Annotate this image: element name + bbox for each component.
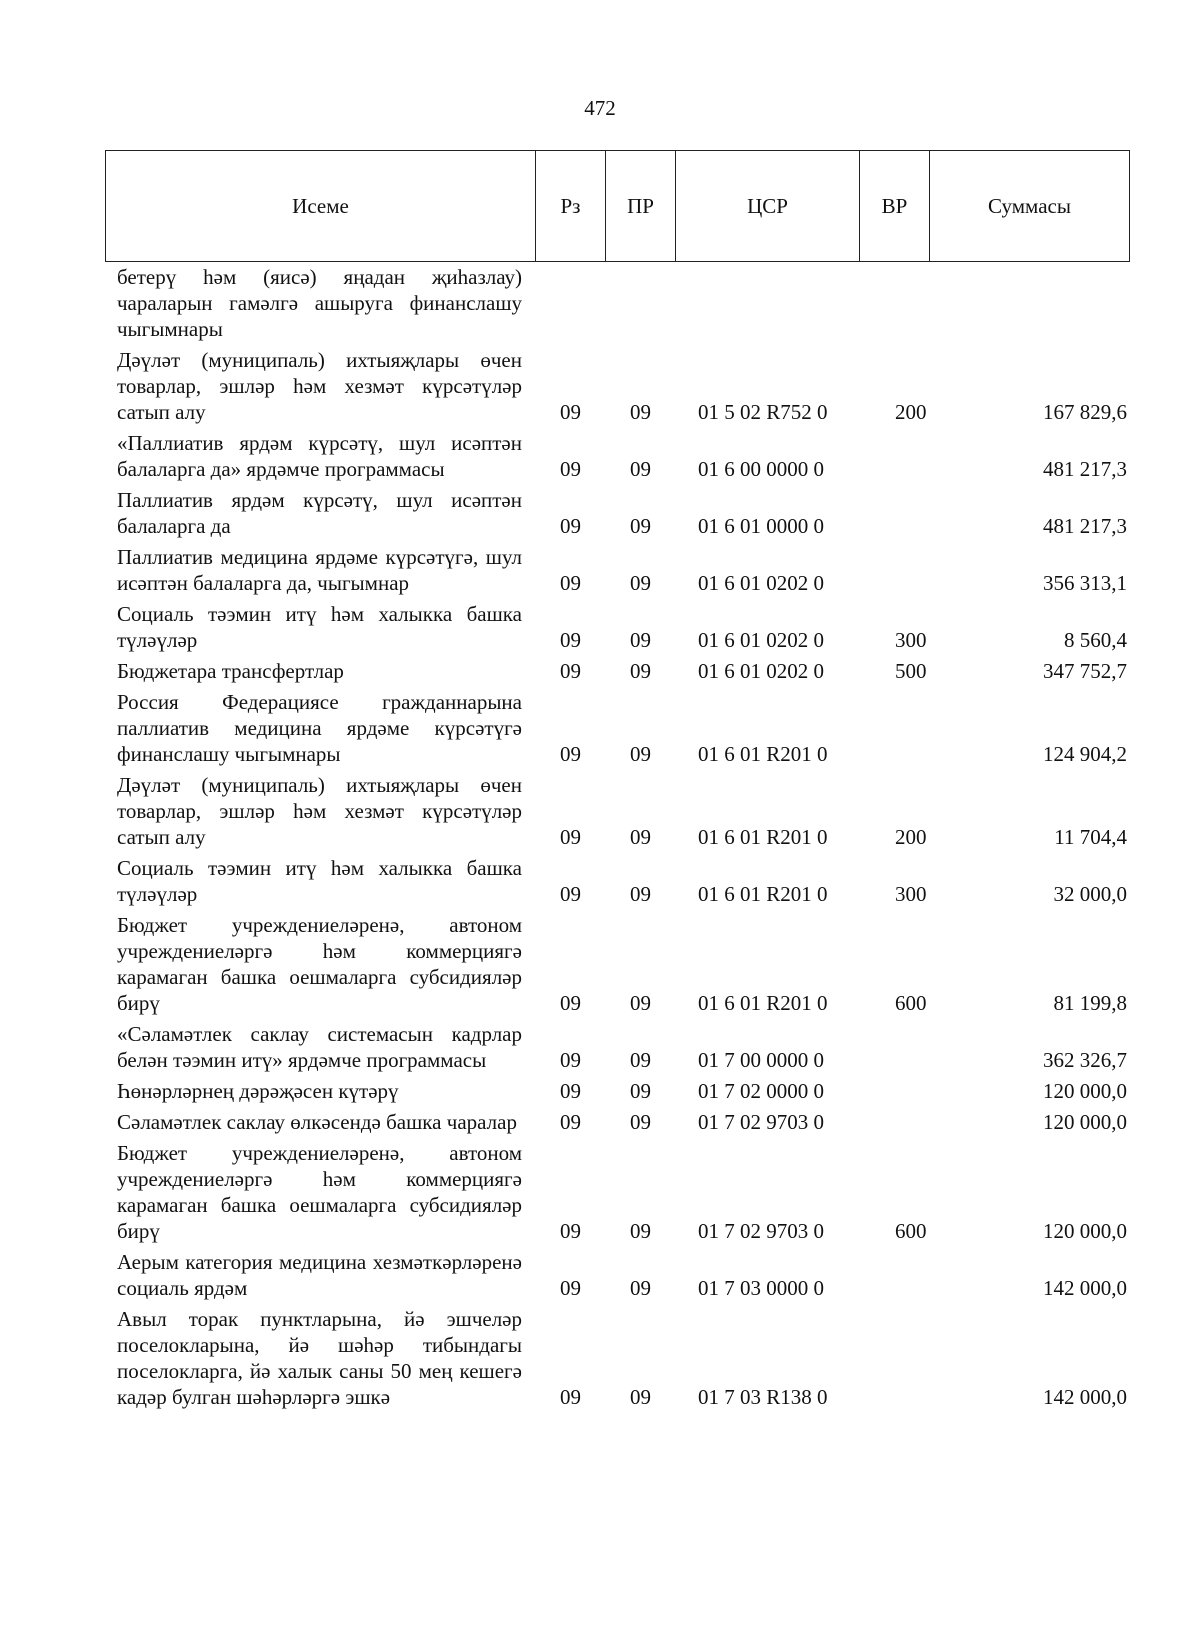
row-csr: 01 6 00 0000 0 — [698, 457, 824, 481]
row-csr: 01 7 02 9703 0 — [698, 1219, 824, 1243]
table-header — [105, 150, 1130, 262]
table-row — [117, 544, 1127, 596]
row-name: Россия Федерациясе гражданнарына паллиатив медицина ярдәме күрсәтүгә финанслашу чыгымнары — [117, 690, 522, 766]
row-vr: 300 — [895, 628, 927, 652]
row-sum: 142 000,0 — [1043, 1385, 1127, 1409]
row-pr: 09 — [630, 1276, 651, 1300]
row-csr: 01 7 00 0000 0 — [698, 1048, 824, 1072]
row-pr: 09 — [630, 1219, 651, 1243]
row-name: Социаль тәэмин итү һәм халыкка башка түләүләр — [117, 856, 522, 906]
row-rz: 09 — [560, 1110, 581, 1134]
table-row — [117, 912, 1127, 1016]
row-sum: 120 000,0 — [1043, 1219, 1127, 1243]
row-sum: 11 704,4 — [1054, 825, 1127, 849]
row-sum: 142 000,0 — [1043, 1276, 1127, 1300]
row-csr: 01 7 02 0000 0 — [698, 1079, 824, 1103]
table-row — [117, 1078, 1127, 1104]
table-row — [117, 430, 1127, 482]
row-name: Паллиатив ярдәм күрсәтү, шул исәптән балаларга да — [117, 488, 522, 538]
row-sum: 124 904,2 — [1043, 742, 1127, 766]
row-name: Бюджет учреждениеләренә, автоном учреждениеләргә һәм коммерциягә карамаган башка оешмаларга субсидияләр бирү — [117, 1141, 522, 1243]
header-csr: ЦСР — [676, 151, 860, 261]
row-vr: 600 — [895, 1219, 927, 1243]
row-pr: 09 — [630, 825, 651, 849]
row-name: Һөнәрләрнең дәрәҗәсен күтәрү — [117, 1079, 399, 1103]
row-pr: 09 — [630, 1110, 651, 1134]
row-rz: 09 — [560, 1385, 581, 1409]
table-row — [117, 658, 1127, 684]
row-rz: 09 — [560, 628, 581, 652]
row-sum: 356 313,1 — [1043, 571, 1127, 595]
row-name: Бюджетара трансфертлар — [117, 659, 344, 683]
row-csr: 01 6 01 R201 0 — [698, 825, 828, 849]
row-rz: 09 — [560, 659, 581, 683]
row-pr: 09 — [630, 991, 651, 1015]
row-csr: 01 7 02 9703 0 — [698, 1110, 824, 1134]
page-number: 472 — [584, 96, 616, 120]
row-vr: 300 — [895, 882, 927, 906]
row-name: бетерү һәм (яисә) яңадан җиһазлау) чараларын гамәлгә ашыруга финанслашу чыгымнары — [117, 265, 522, 341]
row-csr: 01 5 02 R752 0 — [698, 400, 828, 424]
row-sum: 167 829,6 — [1043, 400, 1127, 424]
table-row — [117, 1021, 1127, 1073]
table-row — [117, 855, 1127, 907]
row-rz: 09 — [560, 882, 581, 906]
row-csr: 01 6 01 0202 0 — [698, 571, 824, 595]
row-sum: 347 752,7 — [1043, 659, 1127, 683]
table-row — [117, 347, 1127, 425]
row-name: Бюджет учреждениеләренә, автоном учреждениеләргә һәм коммерциягә карамаган башка оешмаларга субсидияләр бирү — [117, 913, 522, 1015]
row-rz: 09 — [560, 742, 581, 766]
table-row — [117, 1109, 1127, 1135]
row-rz: 09 — [560, 1219, 581, 1243]
table-row — [117, 1249, 1127, 1301]
header-name: Исеме — [106, 151, 536, 261]
row-rz: 09 — [560, 1079, 581, 1103]
row-sum: 481 217,3 — [1043, 457, 1127, 481]
row-pr: 09 — [630, 514, 651, 538]
row-name: Аерым категория медицина хезмәткәрләренә социаль ярдәм — [117, 1250, 522, 1300]
row-name: Сәламәтлек саклау өлкәсендә башка чаралар — [117, 1110, 517, 1134]
row-rz: 09 — [560, 825, 581, 849]
header-rz: Рз — [536, 151, 606, 261]
header-vr: ВР — [860, 151, 930, 261]
row-rz: 09 — [560, 1276, 581, 1300]
row-pr: 09 — [630, 1385, 651, 1409]
row-sum: 120 000,0 — [1043, 1110, 1127, 1134]
row-rz: 09 — [560, 1048, 581, 1072]
row-csr: 01 6 01 R201 0 — [698, 742, 828, 766]
row-rz: 09 — [560, 457, 581, 481]
row-csr: 01 6 01 R201 0 — [698, 882, 828, 906]
row-name: Дәүләт (муниципаль) ихтыяҗлары өчен товарлар, эшләр һәм хезмәт күрсәтүләр сатып алу — [117, 348, 522, 424]
row-csr: 01 7 03 R138 0 — [698, 1385, 828, 1409]
row-pr: 09 — [630, 400, 651, 424]
row-csr: 01 7 03 0000 0 — [698, 1276, 824, 1300]
table-row — [117, 487, 1127, 539]
row-pr: 09 — [630, 1079, 651, 1103]
row-pr: 09 — [630, 659, 651, 683]
table-row — [117, 689, 1127, 767]
row-sum: 481 217,3 — [1043, 514, 1127, 538]
row-vr: 600 — [895, 991, 927, 1015]
table-row — [117, 1140, 1127, 1244]
row-pr: 09 — [630, 1048, 651, 1072]
row-csr: 01 6 01 0202 0 — [698, 628, 824, 652]
header-pr: ПР — [606, 151, 676, 261]
header-sum: Суммасы — [988, 193, 1071, 218]
table-body — [117, 264, 1127, 1415]
table-row — [117, 601, 1127, 653]
row-pr: 09 — [630, 457, 651, 481]
table-row — [117, 1306, 1127, 1410]
row-vr: 200 — [895, 400, 927, 424]
row-csr: 01 6 01 0202 0 — [698, 659, 824, 683]
row-rz: 09 — [560, 571, 581, 595]
row-name: «Сәламәтлек саклау системасын кадрлар белән тәэмин итү» ярдәмче программасы — [117, 1022, 522, 1072]
row-name: Социаль тәэмин итү һәм халыкка башка түләүләр — [117, 602, 522, 652]
row-vr: 200 — [895, 825, 927, 849]
table-row — [117, 772, 1127, 850]
row-sum: 362 326,7 — [1043, 1048, 1127, 1072]
row-name: Авыл торак пунктларына, йә эшчеләр поселокларына, йә шәһәр тибындагы поселокларга, йә халык саны 50 мең кешегә кадәр булган шәһәрләргә эшкә — [117, 1307, 522, 1409]
row-pr: 09 — [630, 571, 651, 595]
row-csr: 01 6 01 R201 0 — [698, 991, 828, 1015]
row-name: «Паллиатив ярдәм күрсәтү, шул исәптән балаларга да» ярдәмче программасы — [117, 431, 522, 481]
row-rz: 09 — [560, 400, 581, 424]
row-name: Дәүләт (муниципаль) ихтыяҗлары өчен товарлар, эшләр һәм хезмәт күрсәтүләр сатып алу — [117, 773, 522, 849]
row-rz: 09 — [560, 991, 581, 1015]
row-csr: 01 6 01 0000 0 — [698, 514, 824, 538]
row-sum: 81 199,8 — [1053, 991, 1127, 1015]
table-row — [117, 264, 1127, 342]
row-sum: 32 000,0 — [1053, 882, 1127, 906]
row-rz: 09 — [560, 514, 581, 538]
row-pr: 09 — [630, 742, 651, 766]
row-vr: 500 — [895, 659, 927, 683]
row-sum: 120 000,0 — [1043, 1079, 1127, 1103]
row-name: Паллиатив медицина ярдәме күрсәтүгә, шул исәптән балаларга да, чыгымнар — [117, 545, 522, 595]
row-pr: 09 — [630, 628, 651, 652]
row-pr: 09 — [630, 882, 651, 906]
row-sum: 8 560,4 — [1064, 628, 1127, 652]
